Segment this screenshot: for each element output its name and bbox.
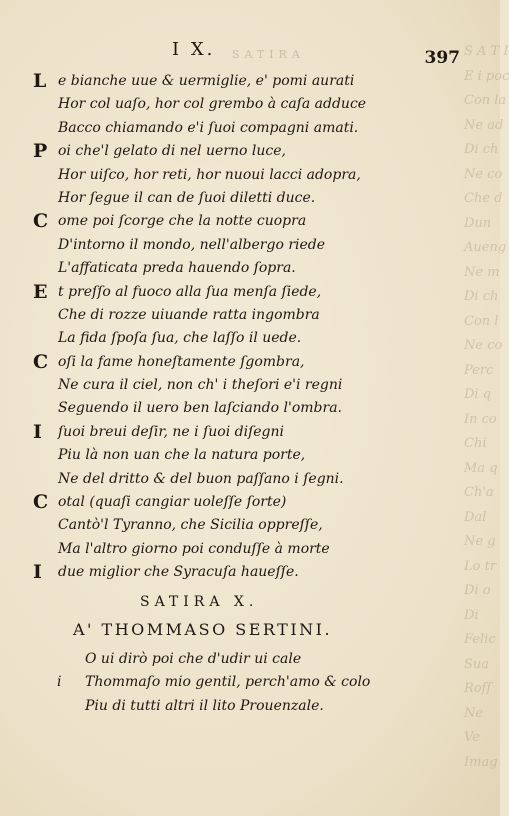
verse-line bbox=[0, 648, 460, 671]
verse-text: La fida ſpoſa ſua, che laſſo il uede. bbox=[58, 330, 302, 347]
verse-text: Ma l'altro giorno poi conduſſe à morte bbox=[58, 540, 330, 557]
bleed-through-header: SATIRA bbox=[232, 48, 305, 61]
verse-text: oi che'l gelato di nel uerno luce, bbox=[58, 143, 286, 160]
verse-text: Piu di tutti altri il lito Prouenzale. bbox=[85, 697, 324, 714]
verse-line bbox=[0, 140, 460, 163]
verse-line bbox=[0, 351, 460, 374]
dedication-verses bbox=[0, 648, 460, 718]
verse-line bbox=[0, 117, 460, 140]
verse-line bbox=[0, 234, 460, 257]
verse-initial: I bbox=[33, 561, 42, 584]
verse-text: otal (quaſi cangiar uoleſſe ſorte) bbox=[58, 494, 287, 511]
verse-block bbox=[0, 70, 460, 585]
verse-text: D'intorno il mondo, nell'albergo riede bbox=[58, 236, 326, 253]
verse-text: t preſſo al fuoco alla ſua menſa ſiede, bbox=[58, 283, 322, 300]
verse-line bbox=[0, 491, 460, 514]
verse-text: Hor uiſco, hor reti, hor nuoui lacci adopra, bbox=[58, 166, 361, 183]
verse-line bbox=[0, 671, 460, 694]
verse-text: Hor ſegue il can de ſuoi diletti duce. bbox=[58, 189, 316, 206]
verse-text: Che di rozze uiuande ratta ingombra bbox=[58, 306, 320, 323]
verse-line bbox=[0, 397, 460, 420]
verse-initial: C bbox=[33, 350, 49, 373]
verse-line bbox=[0, 70, 460, 93]
verse-initial: C bbox=[33, 491, 49, 514]
verse-line bbox=[0, 210, 460, 233]
verse-line bbox=[0, 695, 460, 718]
verse-line bbox=[0, 327, 460, 350]
verse-line bbox=[0, 187, 460, 210]
satira-heading: SATIRA X. bbox=[140, 594, 259, 610]
verse-text: due miglior che Syracuſa haueſſe. bbox=[58, 564, 299, 581]
verse-text: oſi la fame honeſtamente ſgombra, bbox=[58, 353, 305, 370]
verse-line bbox=[0, 538, 460, 561]
verse-line bbox=[0, 514, 460, 537]
verse-text: Thommaſo mio gentil, perch'amo & colo bbox=[85, 674, 371, 691]
verse-line bbox=[0, 374, 460, 397]
verse-initial: E bbox=[33, 280, 48, 303]
verse-line bbox=[0, 257, 460, 280]
facing-page-bleed-through: S A T I E i poc Con la Ne ad Di ch Ne co Che d Dun Aueng Ne m Di ch Con l Ne co Perc Di q In co Chi Ma q Ch'a Dal Ne g Lo tr Di o Di Felic Sua Roſſ Ne Ve Imag bbox=[464, 44, 509, 770]
dedication-heading: A' THOMMASO SERTINI. bbox=[73, 620, 333, 639]
verse-text: L'affaticata preda hauendo ſopra. bbox=[58, 260, 296, 277]
verse-initial: I bbox=[33, 420, 42, 443]
verse-text: e bianche uue & uermiglie, e' pomi aurati bbox=[58, 73, 355, 89]
verse-text: ome poi ſcorge che la notte cuopra bbox=[58, 213, 307, 230]
verse-text: ſuoi breui deſir, ne i ſuoi diſegni bbox=[58, 423, 284, 440]
verse-text: Bacco chiamando e'i ſuoi compagni amati. bbox=[58, 119, 359, 136]
verse-line bbox=[0, 93, 460, 116]
verse-text: Hor col uaſo, hor col grembo à caſa adduce bbox=[58, 96, 367, 113]
verse-line bbox=[0, 444, 460, 467]
page-number: 397 bbox=[424, 48, 460, 68]
running-header-numeral: I X. bbox=[172, 39, 216, 60]
verse-line bbox=[0, 164, 460, 187]
verse-line bbox=[0, 421, 460, 444]
verse-text: Seguendo il uero ben laſciando l'ombra. bbox=[58, 400, 342, 417]
verse-text: O ui dirò poi che d'udir ui cale bbox=[85, 651, 302, 667]
verse-line bbox=[0, 281, 460, 304]
verse-line bbox=[0, 304, 460, 327]
verse-text: Ne cura il ciel, non ch' i theſori e'i regni bbox=[58, 377, 343, 394]
margin-mark: i bbox=[57, 674, 62, 691]
verse-initial: L bbox=[33, 70, 47, 92]
verse-text: Cantò'l Tyranno, che Sicilia oppreſſe, bbox=[58, 517, 323, 534]
verse-initial: P bbox=[33, 140, 48, 163]
verse-line bbox=[0, 468, 460, 491]
verse-text: Piu là non uan che la natura porte, bbox=[58, 447, 306, 464]
verse-line bbox=[0, 561, 460, 584]
verse-text: Ne del dritto & del buon paſſano i ſegni. bbox=[58, 470, 344, 487]
verse-initial: C bbox=[33, 210, 49, 233]
